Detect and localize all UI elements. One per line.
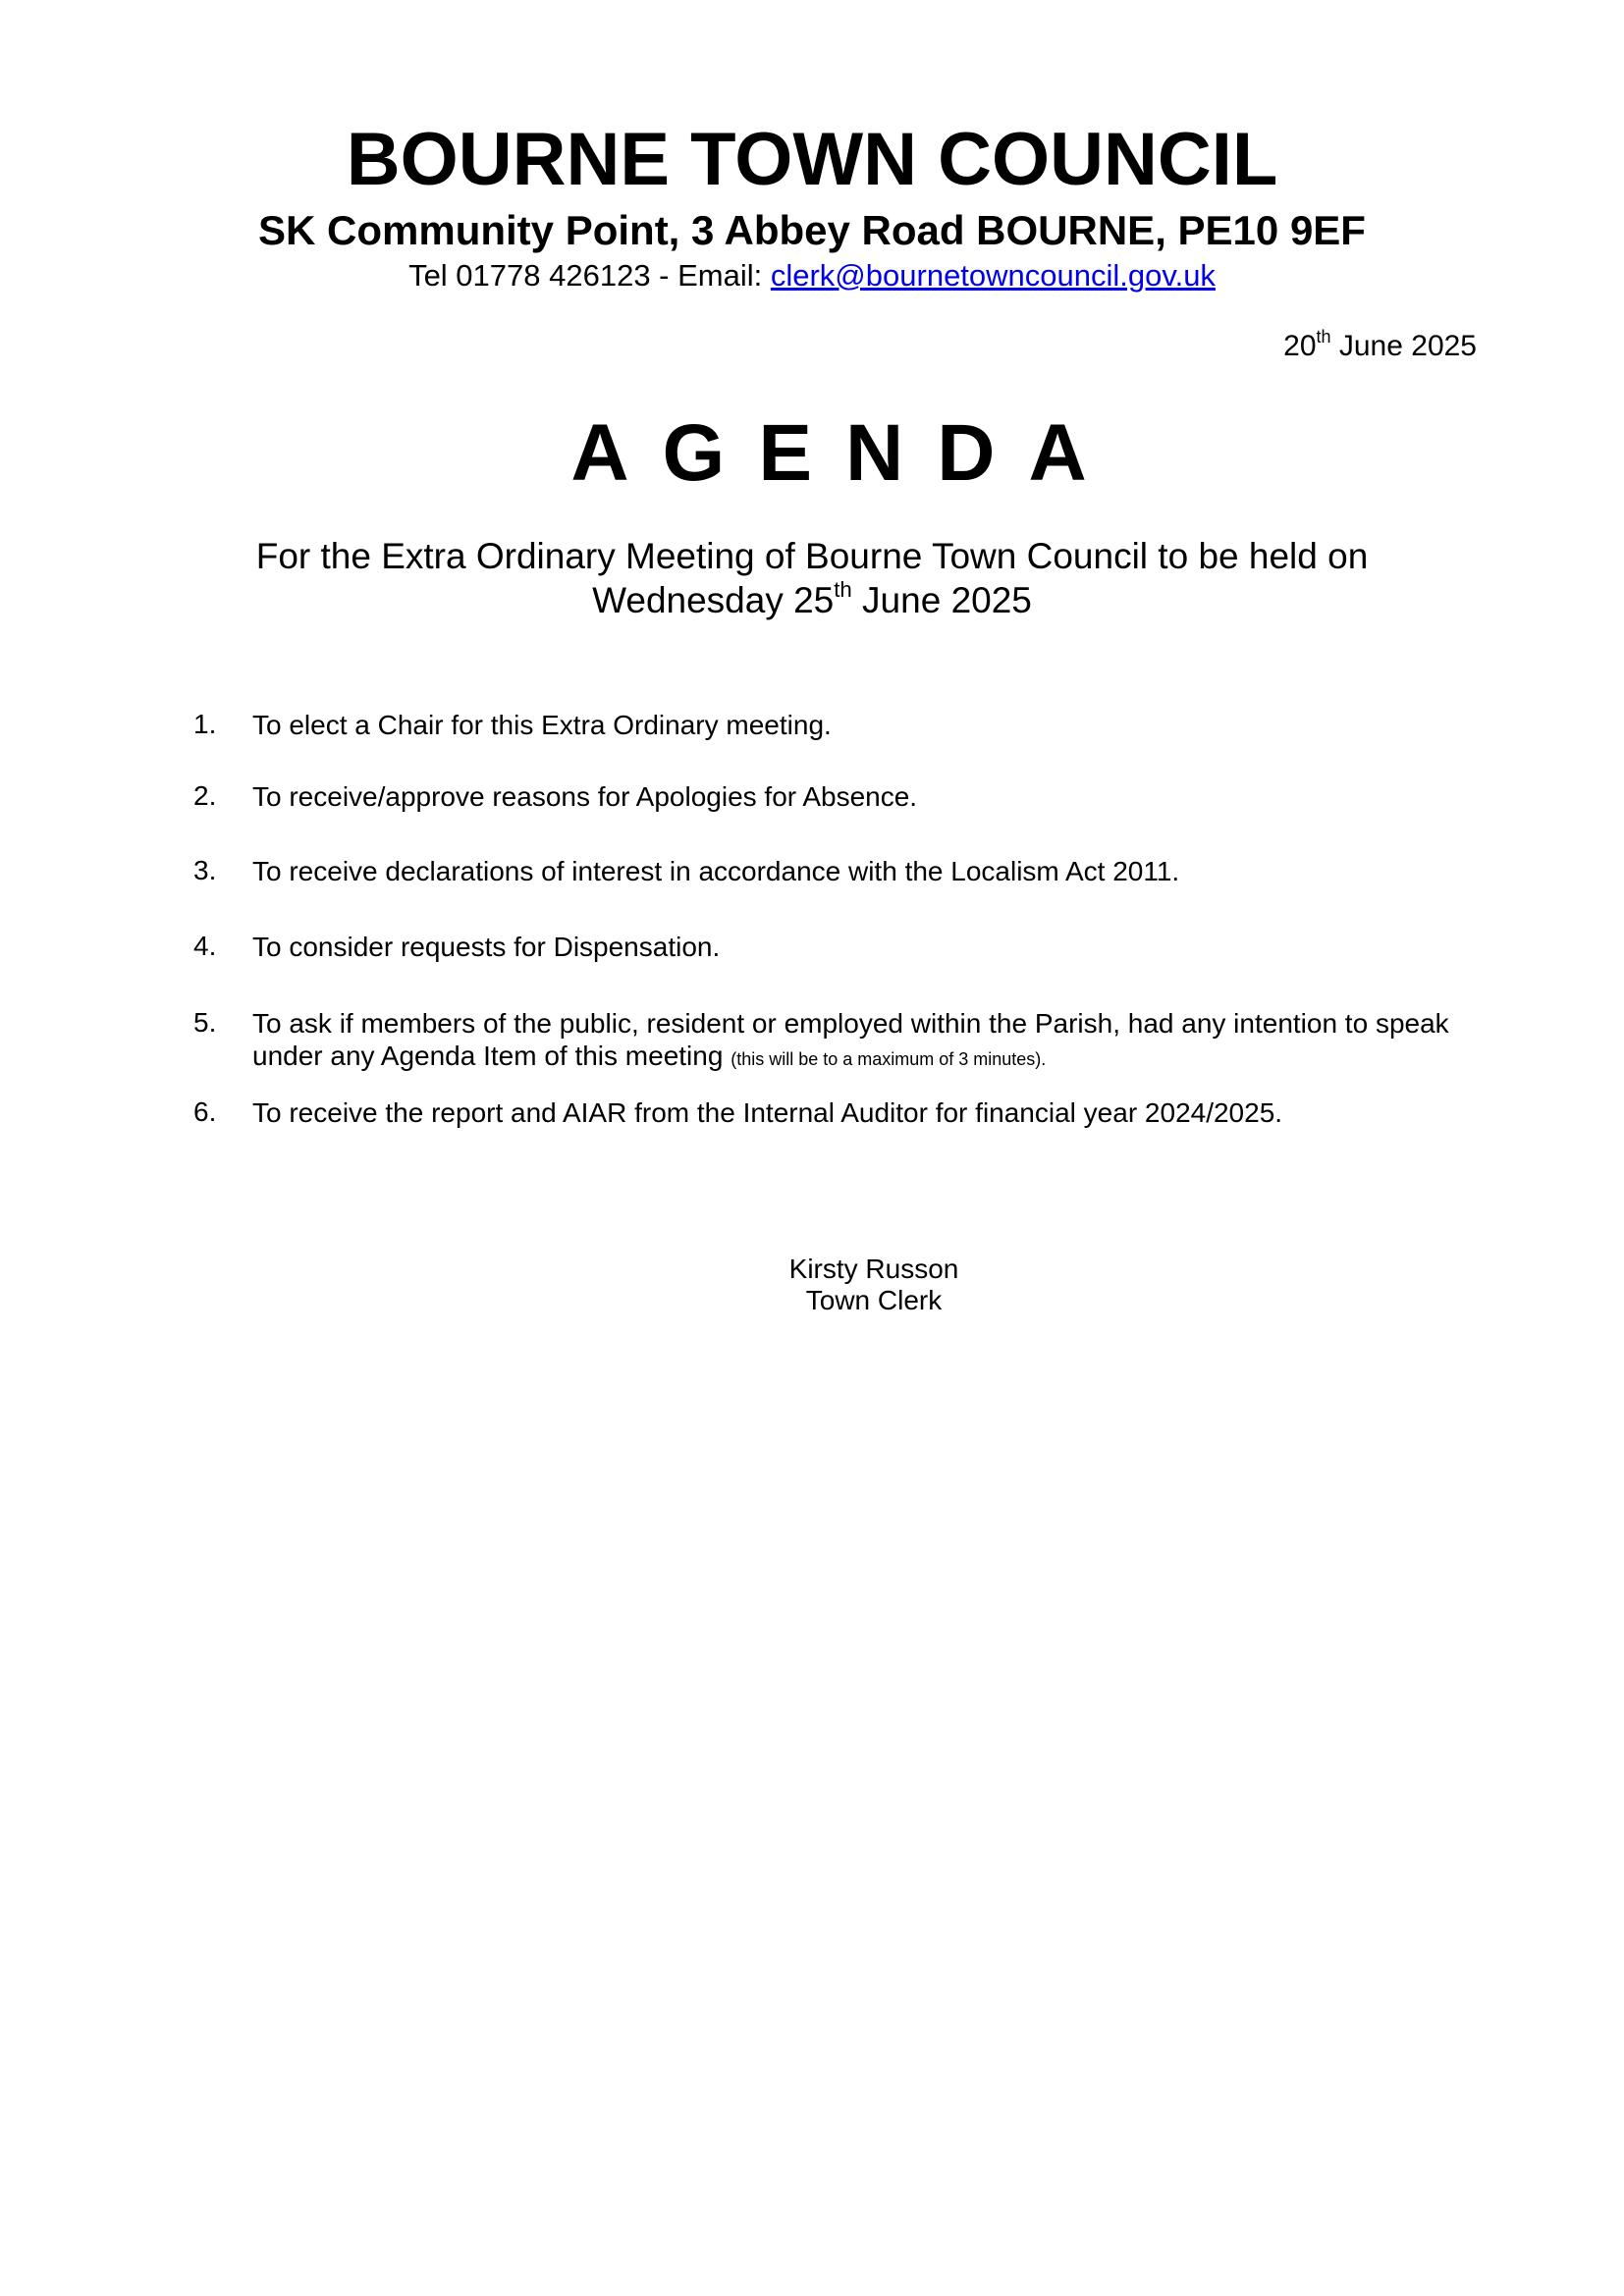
- item-text-line1: To ask if members of the public, resident or employed within the Parish, had any intention to speak: [252, 1008, 1449, 1039]
- email-link[interactable]: clerk@bournetowncouncil.gov.uk: [770, 258, 1216, 293]
- intro-date-pre: Wednesday 25: [592, 580, 835, 620]
- signature-name: Kirsty Russon: [788, 1254, 959, 1284]
- page-title: AGENDA: [570, 408, 1120, 498]
- date-day: 20: [1283, 330, 1317, 362]
- item-text-line2-main: under any Agenda Item of this meeting: [252, 1041, 731, 1071]
- item-number: 6.: [193, 1096, 217, 1127]
- council-address: SK Community Point, 3 Abbey Road BOURNE, PE10 9EF: [258, 207, 1366, 253]
- intro-date-post: June 2025: [851, 580, 1032, 620]
- item-number: 4.: [193, 931, 217, 961]
- date-suffix: th: [1316, 327, 1331, 347]
- date-rest: June 2025: [1330, 330, 1477, 362]
- item-number: 3.: [193, 855, 217, 885]
- item-text: To receive the report and AIAR from the Internal Auditor for financial year 2024/2025.: [252, 1097, 1283, 1128]
- item-number: 5.: [193, 1007, 217, 1038]
- item-text-line2: [252, 1040, 1489, 1076]
- contact-line: [0, 257, 1624, 294]
- council-name: BOURNE TOWN COUNCIL: [346, 118, 1278, 201]
- item-number: 1.: [193, 709, 217, 739]
- meeting-intro-line2: [0, 578, 1624, 622]
- item-text: To receive/approve reasons for Apologies for Absence.: [252, 781, 918, 812]
- meeting-intro-line1: For the Extra Ordinary Meeting of Bourne Town Council to be held on: [255, 536, 1369, 576]
- item-text: To receive declarations of interest in accordance with the Localism Act 2011.: [252, 856, 1180, 886]
- item-number: 2.: [193, 780, 217, 811]
- item-text: [252, 1007, 1489, 1076]
- item-text-note: (this will be to a maximum of 3 minutes).: [731, 1049, 1047, 1069]
- tel-label: Tel 01778 426123 - Email:: [408, 258, 771, 293]
- item-text: To elect a Chair for this Extra Ordinary meeting.: [252, 710, 832, 740]
- document-date: [1283, 328, 1477, 365]
- signature-role: Town Clerk: [805, 1285, 943, 1315]
- item-text: To consider requests for Dispensation.: [252, 932, 721, 962]
- intro-date-suffix: th: [834, 577, 852, 603]
